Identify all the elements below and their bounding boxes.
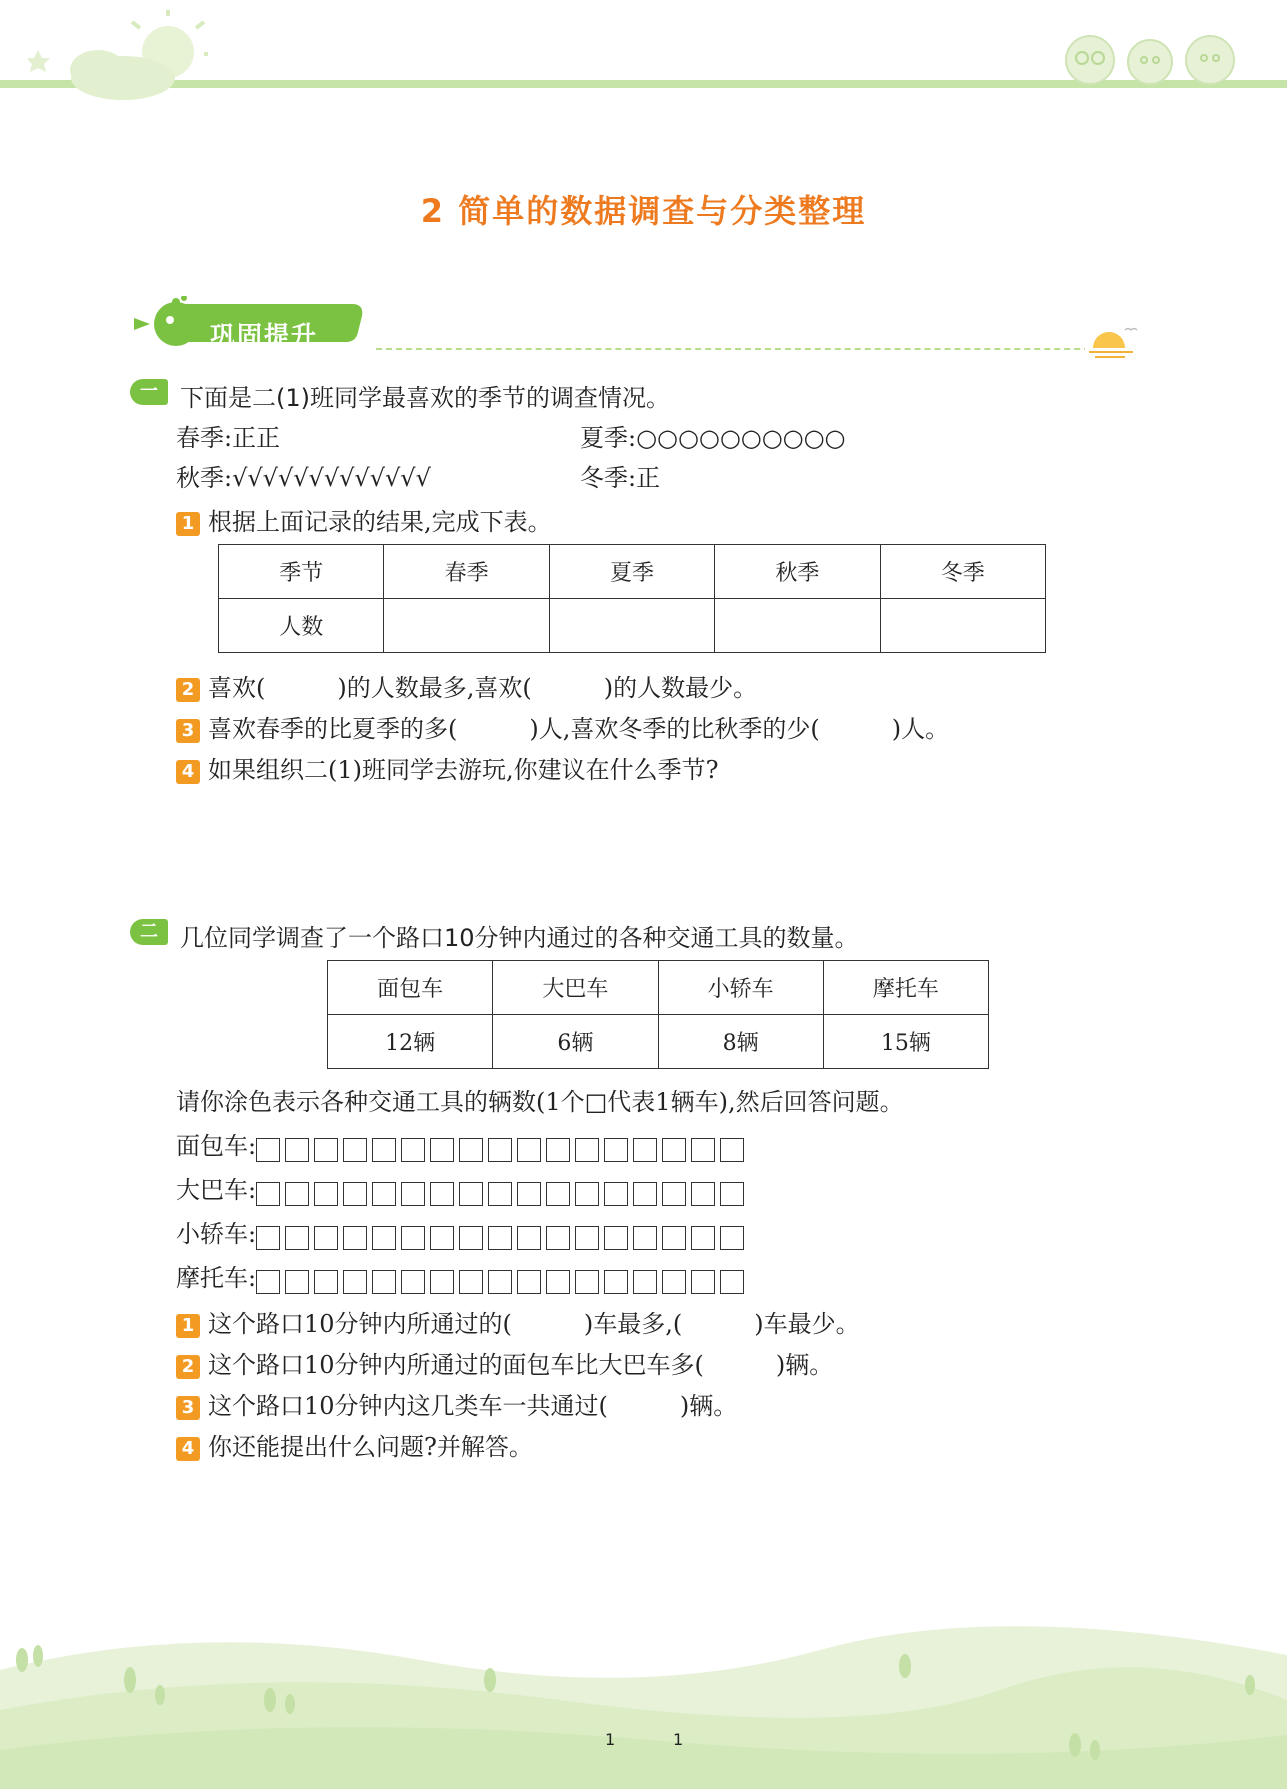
box-row-label: 面包车: [176,1132,257,1160]
color-box[interactable] [401,1226,425,1250]
color-box[interactable] [633,1270,657,1294]
box-group[interactable] [256,1266,749,1294]
color-box[interactable] [285,1182,309,1206]
record-winter: 冬季:正 [580,464,661,492]
page-number: 1 [605,1730,616,1749]
box-group[interactable] [256,1178,749,1206]
box-group[interactable] [256,1134,749,1162]
color-box[interactable] [604,1270,628,1294]
color-box[interactable] [459,1270,483,1294]
sub-number-3: 3 [176,1396,200,1420]
color-box[interactable] [459,1226,483,1250]
table-cell: 12辆 [328,1015,493,1069]
box-row-label: 小轿车: [176,1220,257,1248]
table-header: 季节 [219,545,384,599]
q1-sub-1 [176,502,552,537]
question-badge-2: 二 [130,919,168,945]
record-spring: 春季:正正 [176,424,281,452]
color-box[interactable] [372,1182,396,1206]
color-box[interactable] [575,1182,599,1206]
sunset-icon [1085,322,1145,362]
color-box[interactable] [517,1270,541,1294]
color-box[interactable] [256,1226,280,1250]
color-box[interactable] [633,1226,657,1250]
table-header: 摩托车 [823,961,988,1015]
color-box[interactable] [372,1138,396,1162]
color-box[interactable] [720,1270,744,1294]
table-cell: 15辆 [823,1015,988,1069]
q1-sub-3-text: 喜欢春季的比夏季的多( )人,喜欢冬季的比秋季的少( )人。 [208,715,950,743]
color-box[interactable] [401,1138,425,1162]
color-box[interactable] [720,1138,744,1162]
q2-sub-3 [176,1386,737,1421]
color-box[interactable] [720,1226,744,1250]
sub-number-4: 4 [176,760,200,784]
color-box[interactable] [459,1182,483,1206]
color-box[interactable] [575,1138,599,1162]
sub-number-3: 3 [176,719,200,743]
color-box[interactable] [285,1270,309,1294]
table-header: 秋季 [715,545,880,599]
color-box[interactable] [633,1182,657,1206]
q1-sub-1-text: 根据上面记录的结果,完成下表。 [208,508,552,536]
color-box[interactable] [488,1138,512,1162]
color-box[interactable] [285,1138,309,1162]
sun-cloud-decoration [28,10,208,110]
color-box[interactable] [372,1226,396,1250]
color-box[interactable] [256,1138,280,1162]
table-header: 春季 [384,545,549,599]
q2-sub-3-text: 这个路口10分钟内这几类车一共通过( )辆。 [208,1392,738,1420]
q2-sub-2 [176,1345,833,1380]
color-box[interactable] [604,1182,628,1206]
page-number: 1 [673,1730,684,1749]
color-box[interactable] [546,1270,570,1294]
color-box[interactable] [314,1270,338,1294]
color-box[interactable] [691,1182,715,1206]
color-box[interactable] [517,1138,541,1162]
page-title: 2 简单的数据调查与分类整理 [420,192,867,230]
vehicle-table [327,960,989,1069]
color-box[interactable] [314,1182,338,1206]
color-box[interactable] [604,1138,628,1162]
answer-cell-summer[interactable] [549,599,714,653]
color-box[interactable] [633,1138,657,1162]
question-1-text: 下面是二(1)班同学最喜欢的季节的调查情况。 [180,384,670,412]
color-box[interactable] [517,1226,541,1250]
color-box[interactable] [662,1226,686,1250]
color-box[interactable] [343,1270,367,1294]
sub-number-2: 2 [176,1355,200,1379]
q2-sub-4 [176,1427,533,1462]
q1-sub-4-text: 如果组织二(1)班同学去游玩,你建议在什么季节? [208,756,719,784]
question-2-text: 几位同学调查了一个路口10分钟内通过的各种交通工具的数量。 [180,924,859,952]
question-badge-1: 一 [130,379,168,405]
color-box[interactable] [691,1270,715,1294]
q2-sub-2-text: 这个路口10分钟内所通过的面包车比大巴车多( )辆。 [208,1351,834,1379]
sub-number-1: 1 [176,1314,200,1338]
answer-cell-spring[interactable] [384,599,549,653]
color-box[interactable] [430,1182,454,1206]
color-box[interactable] [575,1226,599,1250]
animals-decoration [1060,20,1260,90]
box-row-bus [176,1170,749,1206]
sub-number-2: 2 [176,678,200,702]
color-box[interactable] [604,1226,628,1250]
sub-number-4: 4 [176,1437,200,1461]
table-header: 冬季 [880,545,1045,599]
q1-sub-3 [176,709,949,744]
box-row-motorcycle [176,1258,749,1294]
q1-sub-2 [176,668,757,703]
color-box[interactable] [343,1182,367,1206]
box-row-label: 摩托车: [176,1264,257,1292]
box-row-car [176,1214,749,1250]
color-box[interactable] [546,1182,570,1206]
answer-cell-winter[interactable] [880,599,1045,653]
color-box[interactable] [343,1226,367,1250]
color-box[interactable] [546,1226,570,1250]
color-box[interactable] [691,1226,715,1250]
color-box[interactable] [430,1138,454,1162]
table-row [219,545,1046,599]
q2-sub-4-text: 你还能提出什么问题?并解答。 [208,1433,533,1461]
color-box[interactable] [720,1182,744,1206]
color-box[interactable] [256,1182,280,1206]
color-box[interactable] [401,1270,425,1294]
color-box[interactable] [430,1270,454,1294]
table-row-label: 人数 [219,599,384,653]
q2-sub-1 [176,1304,860,1339]
color-box[interactable] [430,1226,454,1250]
table-cell: 6辆 [493,1015,658,1069]
q1-sub-2-text: 喜欢( )的人数最多,喜欢( )的人数最少。 [208,674,758,702]
color-box[interactable] [314,1138,338,1162]
color-box[interactable] [314,1226,338,1250]
answer-cell-autumn[interactable] [715,599,880,653]
q1-sub-4 [176,750,719,785]
color-box[interactable] [662,1270,686,1294]
color-box[interactable] [691,1138,715,1162]
color-box[interactable] [488,1226,512,1250]
color-box[interactable] [488,1270,512,1294]
box-row-minibus [176,1126,749,1162]
color-box[interactable] [372,1270,396,1294]
table-header: 小轿车 [658,961,823,1015]
record-autumn: 秋季:√√√√√√√√√√√√√ [176,464,431,492]
color-box[interactable] [459,1138,483,1162]
hills-decoration [0,1600,1287,1789]
q2-sub-1-text: 这个路口10分钟内所通过的( )车最多,( )车最少。 [208,1310,860,1338]
q2-instruction: 请你涂色表示各种交通工具的辆数(1个□代表1辆车),然后回答问题。 [176,1088,904,1116]
table-header: 夏季 [549,545,714,599]
season-table [218,544,1046,653]
section-label: 巩固提升 [210,321,319,350]
table-cell: 8辆 [658,1015,823,1069]
color-box[interactable] [546,1138,570,1162]
table-row [328,1015,989,1069]
sub-number-1: 1 [176,512,200,536]
table-header: 大巴车 [493,961,658,1015]
color-box[interactable] [256,1270,280,1294]
table-row [219,599,1046,653]
color-box[interactable] [662,1182,686,1206]
color-box[interactable] [488,1182,512,1206]
box-group[interactable] [256,1222,749,1250]
color-box[interactable] [401,1182,425,1206]
record-summer: 夏季:○○○○○○○○○○ [580,424,846,452]
table-row [328,961,989,1015]
table-header: 面包车 [328,961,493,1015]
color-box[interactable] [517,1182,541,1206]
box-row-label: 大巴车: [176,1176,257,1204]
color-box[interactable] [575,1270,599,1294]
color-box[interactable] [343,1138,367,1162]
section-divider [376,348,1140,350]
color-box[interactable] [285,1226,309,1250]
color-box[interactable] [662,1138,686,1162]
